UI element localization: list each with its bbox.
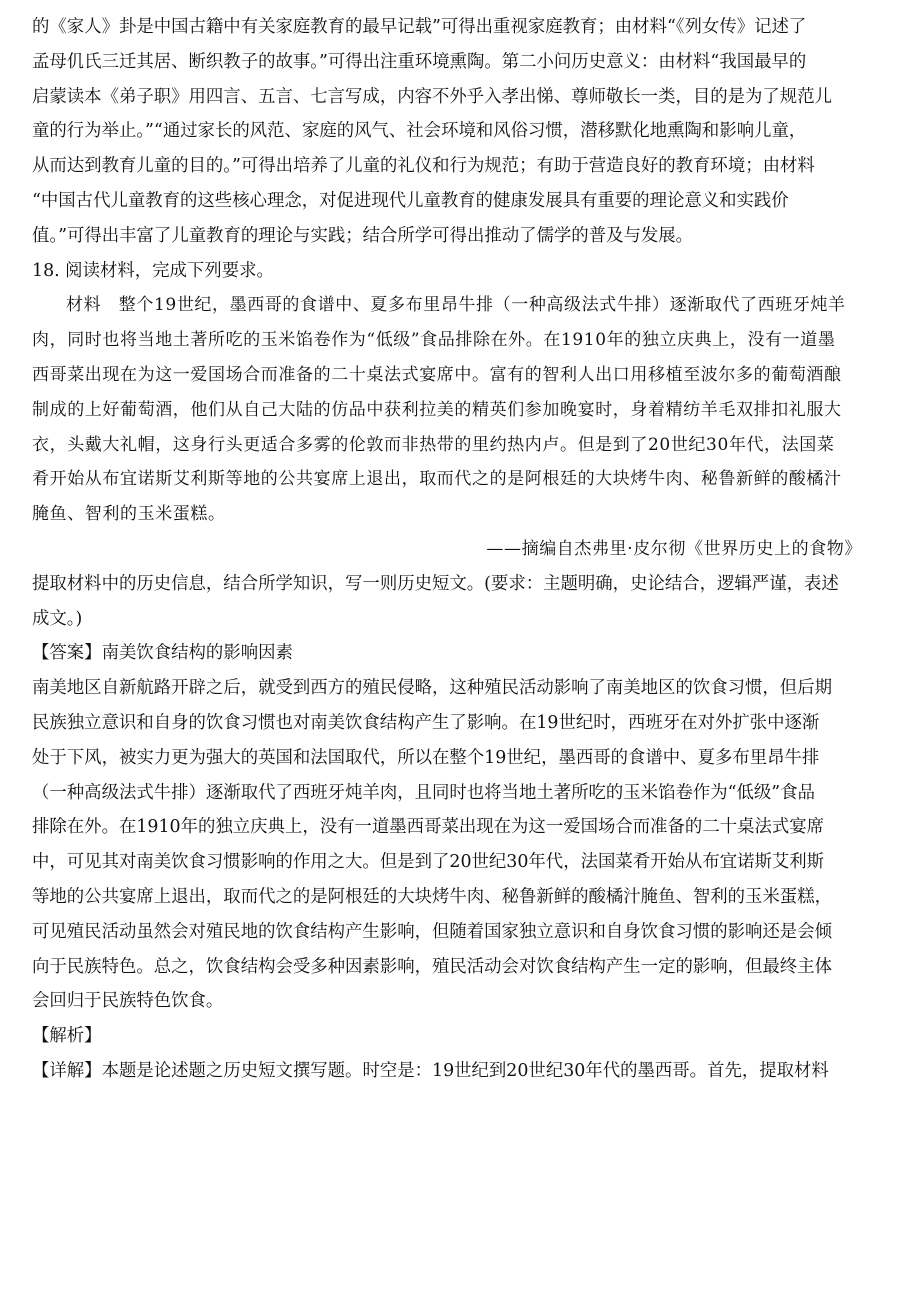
- answer-line: 会回归于民族特色饮食。: [32, 991, 224, 1012]
- answer-title: 南美饮食结构的影响因素: [101, 643, 293, 664]
- text-line: “中国古代儿童教育的这些核心理念，对促进现代儿童教育的健康发展具有重要的理论意义和实践价: [32, 190, 789, 211]
- answer-line: 等地的公共宴席上退出，取而代之的是阿根廷的大块烤牛肉、秘鲁新鲜的酸橘汁腌鱼、智利的玉米蛋糕，: [32, 886, 832, 907]
- text-line: 成文。): [32, 608, 83, 629]
- material-source: ——摘编自杰弗里·皮尔彻《世界历史上的食物》: [486, 538, 862, 559]
- question-number: 18. 阅读材料，完成下列要求。: [32, 260, 274, 281]
- text-line: 从而达到教育儿童的目的。”可得出培养了儿童的礼仪和行为规范；有助于营造良好的教育环境；由材料: [32, 156, 815, 177]
- answer-block: [32, 636, 862, 1019]
- answer-heading: [32, 636, 862, 671]
- question-18-heading: [32, 254, 862, 289]
- material-line: 肴开始从布宜诺斯艾利斯等地的公共宴席上退出，取而代之的是阿根廷的大块烤牛肉、秘鲁新鲜的酸橘汁: [32, 469, 842, 490]
- answer-line: 可见殖民活动虽然会对殖民地的饮食结构产生影响，但随着国家独立意识和自身饮食习惯的影响还是会倾: [32, 921, 832, 942]
- material-line: 制成的上好葡萄酒，他们从自己大陆的仿品中获利拉美的精英们参加晚宴时，身着精纺羊毛双排扣礼服大: [32, 399, 842, 420]
- material-line: 衣，头戴大礼帽，这身行头更适合多雾的伦敦而非热带的里约热内卢。但是到了20世纪30年代，法国菜: [32, 434, 835, 455]
- answer-line: 中，可见其对南美饮食习惯影响的作用之大。但是到了20世纪30年代，法国菜肴开始从布宜诺斯艾利斯: [32, 852, 825, 873]
- analysis-label: 【解析】: [32, 1026, 102, 1047]
- detail-label: 【详解】: [32, 1060, 102, 1081]
- text-line: 启蒙读本《弟子职》用四言、五言、七言写成，内容不外乎入孝出悌、尊师敬长一类，目的是为了规范儿: [32, 86, 832, 107]
- task-requirement: [32, 567, 862, 637]
- detail-line: [32, 1054, 862, 1089]
- material-line: 肉，同时也将当地土著所吃的玉米馅卷作为“低级”食品排除在外。在1910年的独立庆典上，没有一道墨: [32, 330, 836, 351]
- text-line: 孟母仉氏三迁其居、断织教子的故事。”可得出注重环境熏陶。第二小问历史意义：由材料“我国最早的: [32, 51, 807, 72]
- answer-line: （一种高级法式牛排）逐渐取代了西班牙炖羊肉，且同时也将当地土著所吃的玉米馅卷作为“低级”食品: [32, 782, 815, 803]
- material-block: [32, 288, 862, 566]
- material-line: 腌鱼、智利的玉米蛋糕。: [32, 504, 226, 525]
- answer-line: 处于下风，被实力更为强大的英国和法国取代，所以在整个19世纪，墨西哥的食谱中、夏多布里昂牛排: [32, 747, 820, 768]
- material-line: 西哥菜出现在为这一爱国场合而准备的二十桌法式宴席中。富有的智利人出口用移植至波尔多的葡萄酒酿: [32, 364, 842, 385]
- text-line: 提取材料中的历史信息，结合所学知识，写一则历史短文。(要求：主题明确，史论结合，逻辑严谨，表述: [32, 573, 839, 594]
- answer-line: 向于民族特色。总之，饮食结构会受多种因素影响，殖民活动会对饮食结构产生一定的影响，但最终主体: [32, 956, 832, 977]
- answer-label: 【答案】: [32, 643, 102, 664]
- answer-line: 南美地区自新航路开辟之后，就受到西方的殖民侵略，这种殖民活动影响了南美地区的饮食习惯，但后期: [32, 678, 832, 699]
- analysis-block: [32, 1019, 862, 1089]
- text-line: 童的行为举止。”“通过家长的风范、家庭的风气、社会环境和风俗习惯，潜移默化地熏陶和影响儿童，: [32, 121, 807, 142]
- answer-line: 民族独立意识和自身的饮食习惯也对南美饮食结构产生了影响。在19世纪时，西班牙在对外扩张中逐渐: [32, 712, 820, 733]
- text-line: 值。”可得出丰富了儿童教育的理论与实践；结合所学可得出推动了儒学的普及与发展。: [32, 225, 694, 246]
- material-line: 材料 整个19世纪，墨西哥的食谱中、夏多布里昂牛排（一种高级法式牛排）逐渐取代了西班牙炖羊: [66, 295, 846, 316]
- previous-answer-analysis: [32, 10, 862, 254]
- text-line: 的《家人》卦是中国古籍中有关家庭教育的最早记载”可得出重视家庭教育；由材料“《列女传》记述了: [32, 17, 807, 37]
- answer-line: 排除在外。在1910年的独立庆典上，没有一道墨西哥菜出现在为这一爱国场合而准备的二十桌法式宴席: [32, 817, 825, 838]
- detail-text: 本题是论述题之历史短文撰写题。时空是：19世纪到20世纪30年代的墨西哥。首先，提取材料: [101, 1060, 829, 1081]
